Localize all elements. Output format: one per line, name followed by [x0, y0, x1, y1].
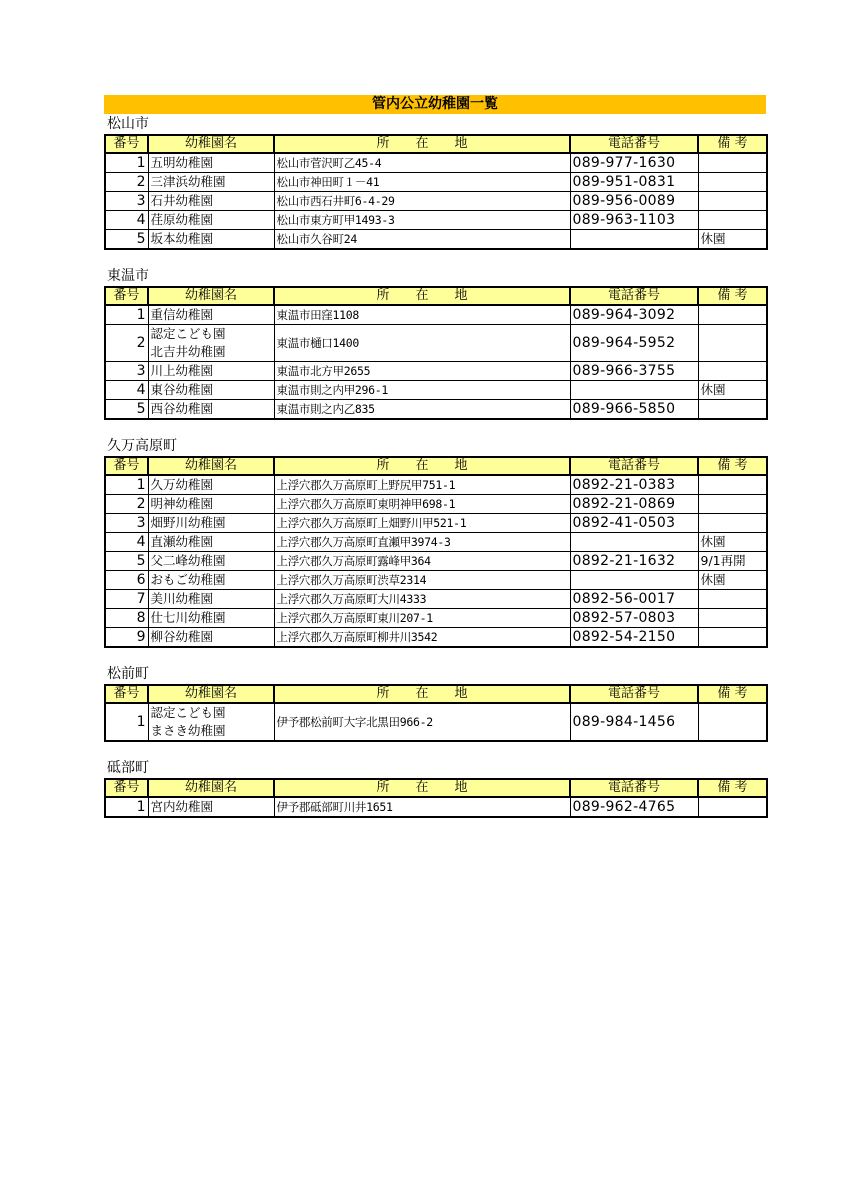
cell-name	[148, 381, 274, 400]
name-line: 重信幼稚園	[150, 307, 214, 322]
cell-tel: 089-962-4765	[570, 797, 698, 817]
cell-tel: 089-966-3755	[570, 362, 698, 381]
table-row	[105, 173, 767, 192]
cell-address: 上浮穴郡久万高原町直瀬甲3974-3	[274, 533, 570, 552]
table-row	[105, 400, 767, 420]
cell-name	[148, 211, 274, 230]
header-name: 幼稚園名	[148, 457, 274, 475]
cell-tel: 0892-54-2150	[570, 628, 698, 648]
cell-tel: 089-966-5850	[570, 400, 698, 420]
cell-address: 東温市北方甲2655	[274, 362, 570, 381]
cell-address: 上浮穴郡久万高原町上畑野川甲521-1	[274, 514, 570, 533]
table-row	[105, 628, 767, 648]
cell-note	[698, 362, 767, 381]
name-line: 坂本幼稚園	[150, 231, 214, 246]
header-note: 備 考	[698, 457, 767, 475]
kindergarten-list-sheet	[104, 95, 766, 818]
header-number: 番号	[105, 287, 148, 305]
section-gap	[104, 420, 766, 436]
cell-tel	[570, 571, 698, 590]
kindergarten-table	[104, 684, 768, 742]
cell-number: 2	[105, 173, 148, 192]
table-row	[105, 153, 767, 173]
name-line: 父二峰幼稚園	[150, 553, 226, 568]
cell-note: 休園	[698, 571, 767, 590]
section-label: 久万高原町	[107, 438, 177, 454]
cell-note	[698, 628, 767, 648]
cell-number: 4	[105, 381, 148, 400]
name-line: 東谷幼稚園	[150, 382, 214, 397]
table-row	[105, 211, 767, 230]
cell-address: 上浮穴郡久万高原町露峰甲364	[274, 552, 570, 571]
cell-note	[698, 153, 767, 173]
header-name: 幼稚園名	[148, 135, 274, 153]
cell-tel: 089-951-0831	[570, 173, 698, 192]
cell-tel: 0892-21-1632	[570, 552, 698, 571]
name-line: 石井幼稚園	[150, 193, 214, 208]
cell-number: 4	[105, 533, 148, 552]
cell-name	[148, 797, 274, 817]
cell-tel: 089-964-3092	[570, 305, 698, 325]
cell-tel: 089-977-1630	[570, 153, 698, 173]
cell-name	[148, 495, 274, 514]
cell-number: 1	[105, 703, 148, 741]
cell-tel: 089-984-1456	[570, 703, 698, 741]
header-note: 備 考	[698, 135, 767, 153]
header-number: 番号	[105, 685, 148, 703]
cell-note	[698, 305, 767, 325]
header-note: 備 考	[698, 287, 767, 305]
table-row	[105, 230, 767, 250]
header-name: 幼稚園名	[148, 779, 274, 797]
table-row	[105, 514, 767, 533]
cell-name	[148, 571, 274, 590]
header-tel: 電話番号	[570, 685, 698, 703]
kindergarten-table	[104, 286, 768, 420]
cell-number: 1	[105, 475, 148, 495]
kindergarten-table	[104, 134, 768, 250]
table-header-row	[105, 287, 767, 305]
cell-note	[698, 590, 767, 609]
cell-note	[698, 173, 767, 192]
cell-number: 8	[105, 609, 148, 628]
cell-note	[698, 797, 767, 817]
cell-address: 松山市東方町甲1493-3	[274, 211, 570, 230]
header-name: 幼稚園名	[148, 685, 274, 703]
cell-number: 1	[105, 797, 148, 817]
cell-number: 9	[105, 628, 148, 648]
header-tel: 電話番号	[570, 457, 698, 475]
table-header-row	[105, 457, 767, 475]
cell-number: 5	[105, 552, 148, 571]
name-line: 美川幼稚園	[150, 591, 214, 606]
cell-tel	[570, 381, 698, 400]
cell-address: 松山市菅沢町乙45-4	[274, 153, 570, 173]
cell-address: 東温市樋口1400	[274, 325, 570, 362]
cell-tel: 0892-56-0017	[570, 590, 698, 609]
cell-address: 東温市田窪1108	[274, 305, 570, 325]
table-row	[105, 533, 767, 552]
cell-tel	[570, 230, 698, 250]
name-line: 五明幼稚園	[150, 155, 214, 170]
cell-note: 9/1再開	[698, 552, 767, 571]
page-title: 管内公立幼稚園一覧	[104, 95, 766, 114]
section-gap	[104, 648, 766, 664]
table-header-row	[105, 685, 767, 703]
header-number: 番号	[105, 457, 148, 475]
cell-tel: 089-964-5952	[570, 325, 698, 362]
table-row	[105, 571, 767, 590]
cell-name	[148, 514, 274, 533]
cell-address: 松山市西石井町6-4-29	[274, 192, 570, 211]
cell-tel: 0892-21-0869	[570, 495, 698, 514]
cell-note: 休園	[698, 230, 767, 250]
kindergarten-table	[104, 778, 768, 818]
table-row	[105, 381, 767, 400]
header-number: 番号	[105, 135, 148, 153]
cell-note	[698, 609, 767, 628]
table-header-row	[105, 779, 767, 797]
section-label: 松山市	[107, 116, 149, 132]
name-line: 三津浜幼稚園	[150, 174, 226, 189]
table-row	[105, 305, 767, 325]
cell-number: 5	[105, 400, 148, 420]
cell-tel: 0892-57-0803	[570, 609, 698, 628]
cell-number: 5	[105, 230, 148, 250]
table-row	[105, 609, 767, 628]
cell-address: 上浮穴郡久万高原町上野尻甲751-1	[274, 475, 570, 495]
cell-number: 6	[105, 571, 148, 590]
cell-name	[148, 552, 274, 571]
cell-address: 東温市則之内乙835	[274, 400, 570, 420]
section-label: 砥部町	[107, 760, 149, 776]
table-header-row	[105, 135, 767, 153]
section-label: 松前町	[107, 666, 149, 682]
name-line: 明神幼稚園	[150, 496, 214, 511]
cell-number: 4	[105, 211, 148, 230]
header-address: 所 在 地	[274, 685, 570, 703]
cell-name	[148, 400, 274, 420]
name-line: まさき幼稚園	[150, 723, 226, 738]
header-note: 備 考	[698, 779, 767, 797]
cell-number: 2	[105, 495, 148, 514]
table-row	[105, 797, 767, 817]
header-address: 所 在 地	[274, 135, 570, 153]
cell-note	[698, 211, 767, 230]
name-line: 宮内幼稚園	[150, 799, 214, 814]
name-line: 荏原幼稚園	[150, 212, 214, 227]
cell-address: 伊予郡松前町大字北黒田966-2	[274, 703, 570, 741]
cell-number: 7	[105, 590, 148, 609]
name-line: 認定こども園	[150, 705, 226, 720]
table-row	[105, 590, 767, 609]
table-row	[105, 362, 767, 381]
header-address: 所 在 地	[274, 457, 570, 475]
section-gap	[104, 250, 766, 266]
cell-number: 3	[105, 192, 148, 211]
section-gap	[104, 742, 766, 758]
header-tel: 電話番号	[570, 135, 698, 153]
cell-name	[148, 305, 274, 325]
cell-number: 3	[105, 514, 148, 533]
cell-address: 上浮穴郡久万高原町柳井川3542	[274, 628, 570, 648]
cell-name	[148, 628, 274, 648]
cell-note: 休園	[698, 381, 767, 400]
cell-name	[148, 325, 274, 362]
cell-name	[148, 173, 274, 192]
name-line: 久万幼稚園	[150, 477, 214, 492]
cell-address: 上浮穴郡久万高原町東明神甲698-1	[274, 495, 570, 514]
cell-note	[698, 192, 767, 211]
table-row	[105, 325, 767, 362]
sections-container	[104, 114, 766, 818]
cell-note	[698, 475, 767, 495]
name-line: 畑野川幼稚園	[150, 515, 226, 530]
header-note: 備 考	[698, 685, 767, 703]
header-tel: 電話番号	[570, 779, 698, 797]
cell-note	[698, 325, 767, 362]
cell-number: 3	[105, 362, 148, 381]
cell-name	[148, 703, 274, 741]
name-line: 川上幼稚園	[150, 363, 214, 378]
cell-name	[148, 609, 274, 628]
cell-name	[148, 590, 274, 609]
cell-note	[698, 400, 767, 420]
table-row	[105, 192, 767, 211]
cell-address: 上浮穴郡久万高原町東川207-1	[274, 609, 570, 628]
cell-tel: 0892-21-0383	[570, 475, 698, 495]
cell-name	[148, 362, 274, 381]
header-address: 所 在 地	[274, 287, 570, 305]
section-label: 東温市	[107, 268, 149, 284]
cell-number: 2	[105, 325, 148, 362]
cell-note: 休園	[698, 533, 767, 552]
cell-address: 松山市神田町１－41	[274, 173, 570, 192]
name-line: 仕七川幼稚園	[150, 610, 226, 625]
cell-name	[148, 533, 274, 552]
cell-name	[148, 230, 274, 250]
header-name: 幼稚園名	[148, 287, 274, 305]
cell-address: 上浮穴郡久万高原町渋草2314	[274, 571, 570, 590]
name-line: 認定こども園	[150, 326, 226, 341]
name-line: おもご幼稚園	[150, 572, 226, 587]
name-line: 北吉井幼稚園	[150, 344, 226, 359]
name-line: 直瀬幼稚園	[150, 534, 214, 549]
cell-note	[698, 703, 767, 741]
name-line: 柳谷幼稚園	[150, 629, 214, 644]
cell-note	[698, 514, 767, 533]
cell-name	[148, 475, 274, 495]
cell-tel: 089-956-0089	[570, 192, 698, 211]
kindergarten-table	[104, 456, 768, 648]
header-number: 番号	[105, 779, 148, 797]
cell-number: 1	[105, 153, 148, 173]
cell-tel: 089-963-1103	[570, 211, 698, 230]
cell-address: 東温市則之内甲296-1	[274, 381, 570, 400]
cell-address: 上浮穴郡久万高原町大川4333	[274, 590, 570, 609]
name-line: 西谷幼稚園	[150, 401, 214, 416]
table-row	[105, 703, 767, 741]
table-row	[105, 552, 767, 571]
cell-tel: 0892-41-0503	[570, 514, 698, 533]
cell-name	[148, 153, 274, 173]
cell-address: 伊予郡砥部町川井1651	[274, 797, 570, 817]
cell-name	[148, 192, 274, 211]
header-address: 所 在 地	[274, 779, 570, 797]
cell-address: 松山市久谷町24	[274, 230, 570, 250]
header-tel: 電話番号	[570, 287, 698, 305]
cell-note	[698, 495, 767, 514]
cell-tel	[570, 533, 698, 552]
cell-number: 1	[105, 305, 148, 325]
table-row	[105, 475, 767, 495]
table-row	[105, 495, 767, 514]
